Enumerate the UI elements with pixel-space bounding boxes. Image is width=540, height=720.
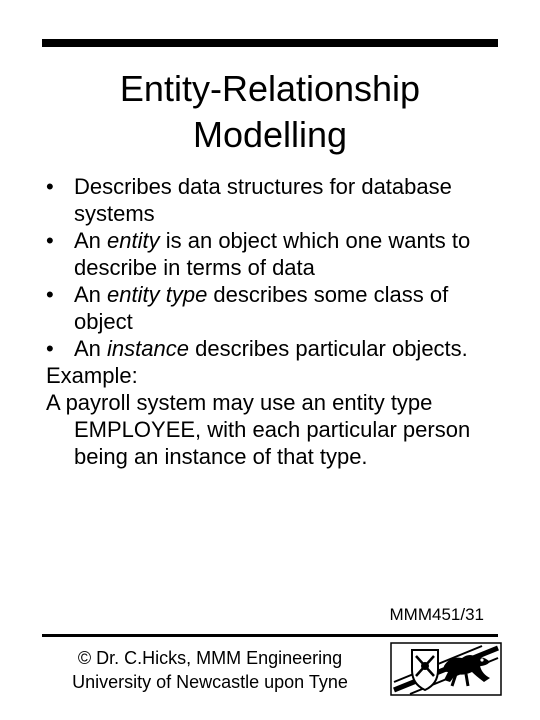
title-line-2: Modelling [192, 114, 348, 155]
bullet-list [46, 173, 496, 362]
credit-line-2: University of Newcastle upon Tyne [72, 672, 348, 692]
bullet-text: An [74, 336, 108, 361]
footer-credit [50, 646, 370, 694]
slide-body [46, 173, 496, 470]
example-text: A payroll system may use an entity type EMPLOYEE, with each particular person being an instance of that type. [46, 390, 471, 469]
bullet-item [46, 281, 496, 335]
title-line-1: Entity-Relationship [119, 68, 421, 109]
bullet-dot: • [46, 336, 54, 361]
bullet-dot: • [46, 282, 54, 307]
bullet-text: An [74, 282, 108, 307]
bullet-text: describes some class of object [74, 282, 449, 334]
bullet-text: is an object which one wants to describe in terms of data [74, 228, 471, 280]
bullet-text: An [74, 228, 108, 253]
emphasis-term: instance [107, 336, 189, 361]
credit-line-1: © Dr. C.Hicks, MMM Engineering [77, 648, 343, 668]
newcastle-university-crest-icon [390, 642, 502, 696]
bullet-dot: • [46, 228, 54, 253]
slide-title [42, 66, 498, 158]
emphasis-term: entity type [107, 282, 208, 307]
example-label: Example: [46, 363, 138, 388]
bullet-text: describes particular objects. [188, 336, 468, 361]
bullet-text: Describes data structures for database systems [74, 174, 452, 226]
bullet-item [46, 173, 496, 227]
bullet-item [46, 227, 496, 281]
bullet-dot: • [46, 174, 54, 199]
top-rule [42, 39, 498, 47]
emphasis-term: entity [107, 228, 160, 253]
bottom-rule [42, 634, 498, 637]
bullet-item [46, 335, 496, 362]
slide-code: MMM451/31 [389, 605, 484, 624]
